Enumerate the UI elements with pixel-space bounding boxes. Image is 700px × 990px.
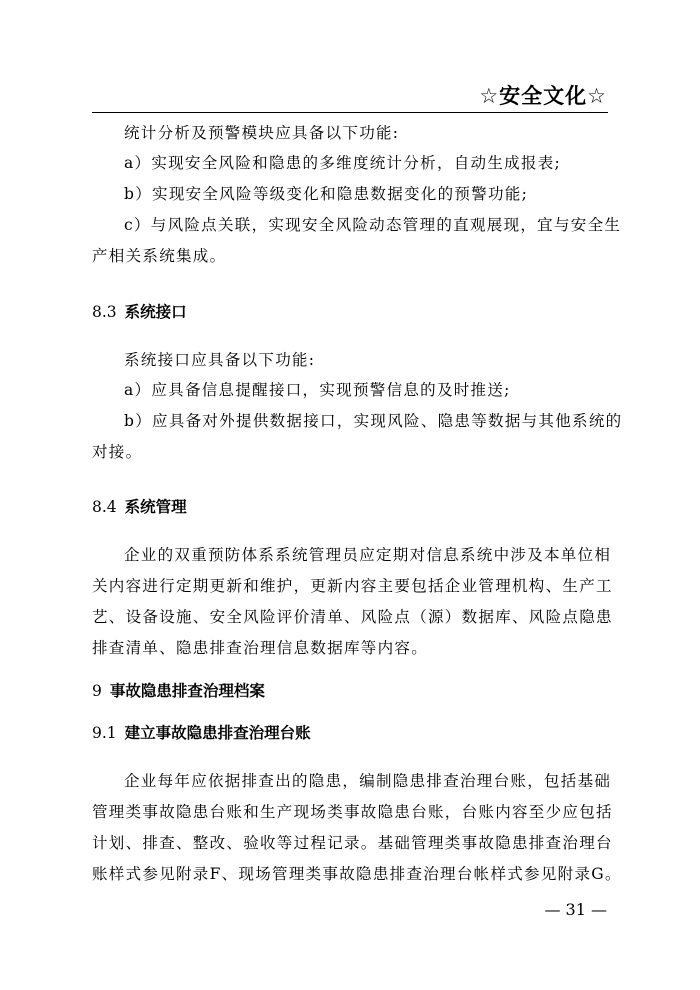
section-heading-9-1 xyxy=(92,723,612,743)
list-item-continuation: 产相关系统集成。 xyxy=(92,247,227,265)
section-heading-8-4 xyxy=(92,497,612,517)
paragraph-line: 账样式参见附录F、现场管理类事故隐患排查治理台帐样式参见附录G。 xyxy=(92,865,622,883)
paragraph-line: 管理类事故隐患台账和生产现场类事故隐患台账，台账内容至少应包括 xyxy=(92,803,613,821)
header-rule xyxy=(92,112,608,113)
section-title: 系统接口 xyxy=(124,303,187,321)
page-number: — 31 — xyxy=(544,900,607,919)
list-item: a）实现安全风险和隐患的多维度统计分析，自动生成报表; xyxy=(124,154,562,172)
section-title: 建立事故隐患排查治理台账 xyxy=(124,724,311,742)
section-heading-9 xyxy=(92,681,612,701)
running-header: ☆安全文化☆ xyxy=(479,84,607,108)
list-item: c）与风险点关联，实现安全风险动态管理的直观展现，宜与安全生 xyxy=(124,216,622,234)
section-number: 9 xyxy=(92,682,102,700)
section-number: 8.4 xyxy=(92,498,117,516)
paragraph-intro: 统计分析及预警模块应具备以下功能: xyxy=(124,124,400,142)
section-number: 8.3 xyxy=(92,303,117,321)
paragraph-intro: 系统接口应具备以下功能: xyxy=(124,351,316,369)
list-item: a）应具备信息提醒接口，实现预警信息的及时推送; xyxy=(124,381,511,399)
paragraph-line: 计划、排查、整改、验收等过程记录。基础管理类事故隐患排查治理台 xyxy=(92,834,613,852)
list-item: b）应具备对外提供数据接口，实现风险、隐患等数据与其他系统的 xyxy=(124,412,623,430)
paragraph-line: 企业的双重预防体系系统管理员应定期对信息系统中涉及本单位相 xyxy=(124,546,612,564)
section-heading-8-3 xyxy=(92,302,612,322)
list-item: b）实现安全风险等级变化和隐患数据变化的预警功能; xyxy=(124,185,529,203)
paragraph-line: 关内容进行定期更新和维护，更新内容主要包括企业管理机构、生产工 xyxy=(92,577,613,595)
section-number: 9.1 xyxy=(92,724,117,742)
list-item-continuation: 对接。 xyxy=(92,443,143,461)
section-title: 事故隐患排查治理档案 xyxy=(109,682,265,700)
section-title: 系统管理 xyxy=(124,498,187,516)
paragraph-line: 排查清单、隐患排查治理信息数据库等内容。 xyxy=(92,639,429,657)
paragraph-line: 企业每年应依据排查出的隐患，编制隐患排查治理台账，包括基础 xyxy=(124,772,612,790)
paragraph-line: 艺、设备设施、安全风险评价清单、风险点（源）数据库、风险点隐患 xyxy=(92,608,613,626)
